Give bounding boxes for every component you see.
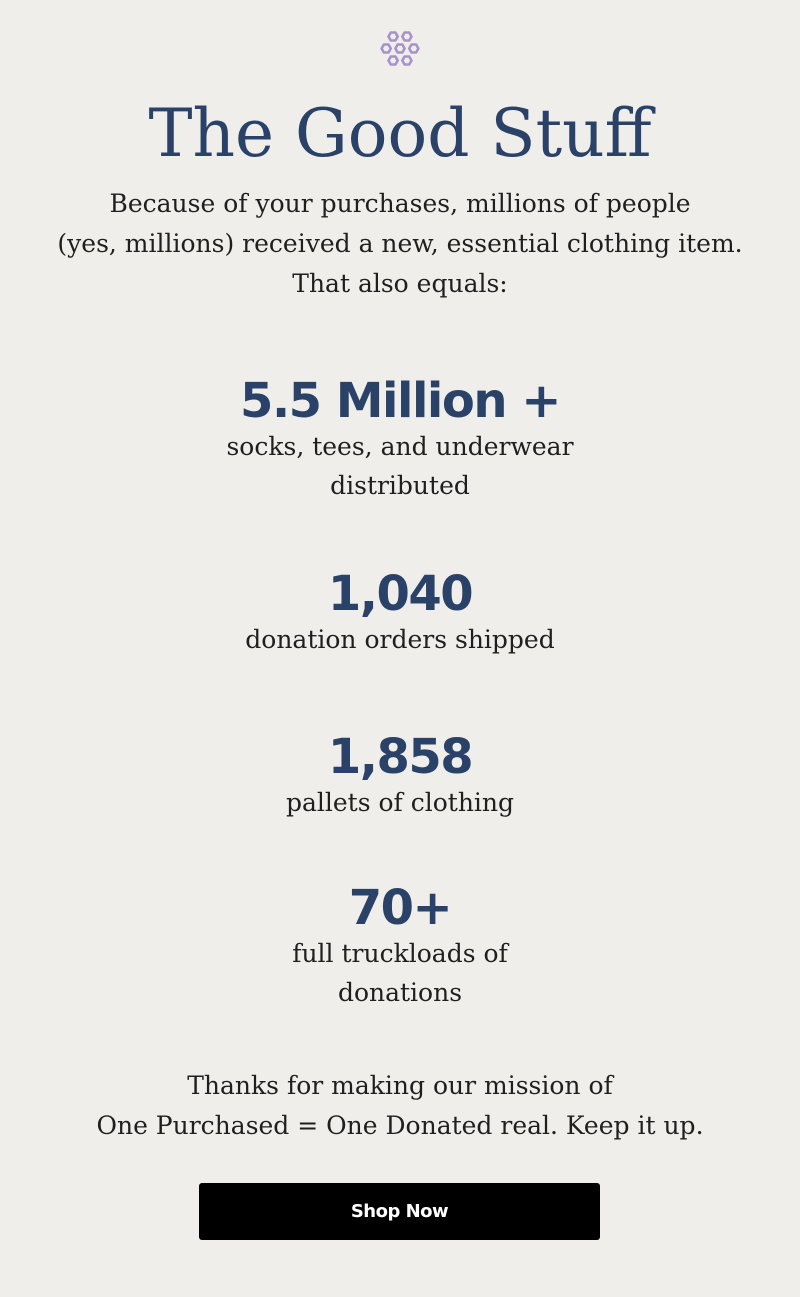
stat-pallets [0,731,800,822]
stat-number: 70+ [348,880,452,936]
stat-label [0,427,800,505]
stat-label [0,620,800,659]
closing-text [0,1066,800,1146]
stat-number: 5.5 Million + [240,373,560,429]
stat-label [0,783,800,822]
intro-line: That also equals: [292,269,508,298]
closing-line: Thanks for making our mission of [187,1071,613,1100]
page-title: The Good Stuff [148,95,652,172]
honeycomb-icon [374,24,426,76]
stat-label [0,934,800,1012]
stat-label-line: socks, tees, and underwear [226,432,574,461]
intro-text [0,184,800,304]
stat-number: 1,040 [327,566,473,622]
closing-line: One Purchased = One Donated real. Keep it up. [96,1111,704,1140]
intro-line: Because of your purchases, millions of people [109,189,691,218]
shop-now-button[interactable]: Shop Now [199,1183,600,1240]
stat-donation-orders [0,568,800,659]
stat-label-line: donations [337,978,463,1007]
stat-items-distributed [0,375,800,505]
stat-label-line: full truckloads of [292,939,508,968]
stat-truckloads [0,882,800,1012]
stat-number: 1,858 [327,729,473,785]
intro-line: (yes, millions) received a new, essential clothing item. [57,229,743,258]
stat-label-line: donation orders shipped [245,625,555,654]
stat-label-line: pallets of clothing [285,788,515,817]
stat-label-line: distributed [330,471,470,500]
